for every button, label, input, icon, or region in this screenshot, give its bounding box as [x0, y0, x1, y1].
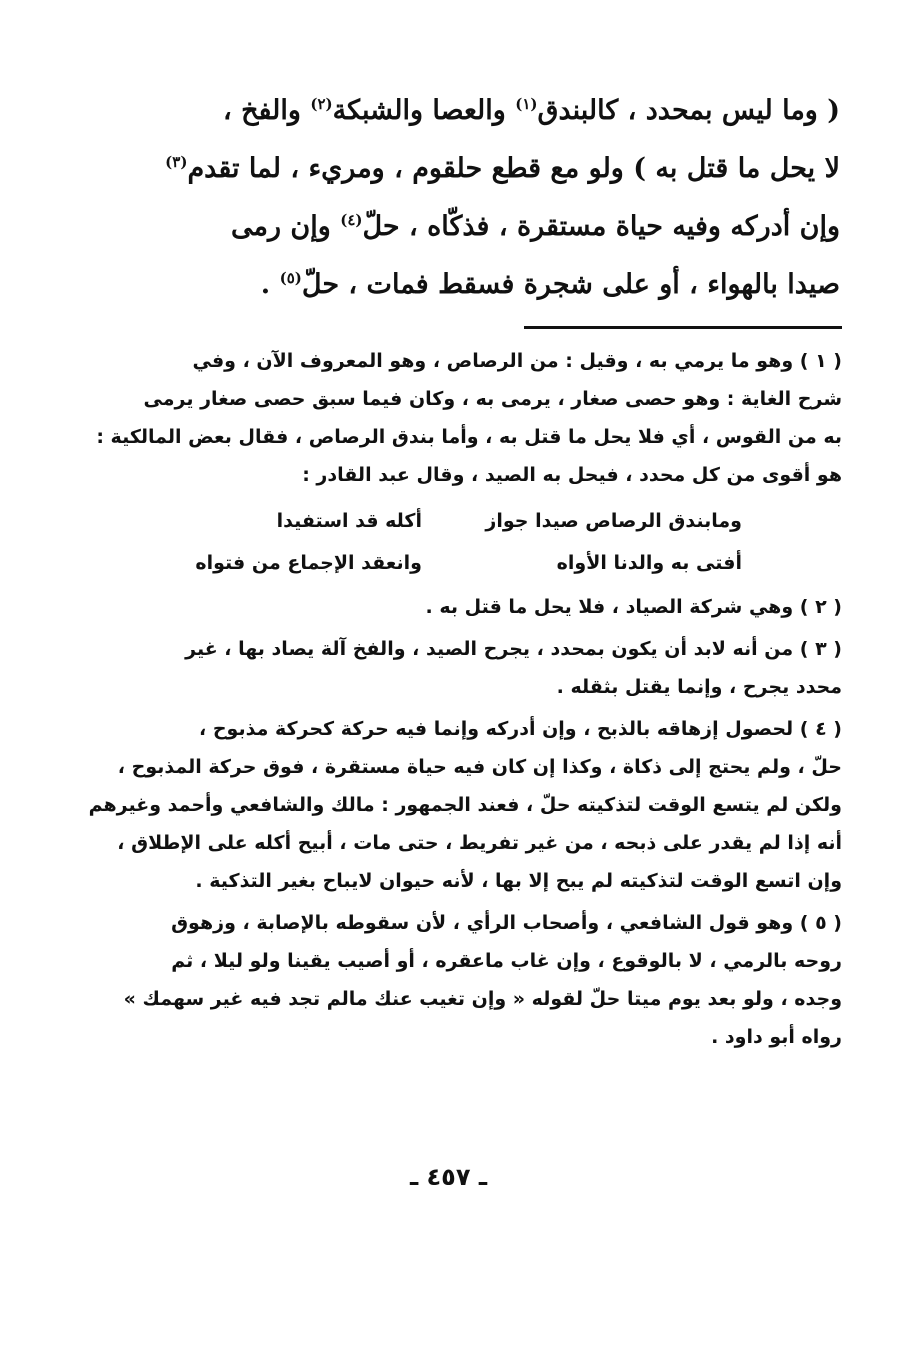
footnote-4-line-5: وإن اتسع الوقت لتذكيته لم يبح إلا بها ، لأنه حيوان لايباح بغير التذكية .: [195, 870, 842, 892]
main-line-3: [100, 198, 840, 256]
footnote-5-line-2: روحه بالرمي ، لا بالوقوع ، وإن غاب ماعقره ، أو أصيب يقينا ولو ليلا ، ثم: [171, 950, 842, 972]
footnote-5-line-3: وجده ، ولو بعد يوم ميتا حلّ لقوله « وإن تغيب عنك مالم تجد فيه غير سهمك »: [123, 988, 842, 1010]
main-line-4-text-b: .: [260, 269, 280, 300]
poem-verse-2-first-half: أفتى به والدنا الأواه: [556, 552, 742, 574]
main-line-1-text-a: ( وما ليس بمحدد ، كالبندق: [537, 95, 840, 126]
footnote-ref-1[interactable]: (١): [515, 95, 538, 113]
footnote-1-line-2: شرح الغاية : وهو حصى صغار ، يرمى به ، وكان فيما سبق حصى صغار يرمى: [143, 388, 842, 410]
footnote-1: [96, 342, 842, 584]
main-line-4: [100, 256, 840, 314]
footnote-4: [88, 710, 842, 900]
main-text: [100, 82, 840, 314]
poem-verse-2-second-half: وانعقد الإجماع من فتواه: [195, 552, 422, 574]
footnote-ref-3[interactable]: (٣): [165, 153, 188, 171]
footnote-ref-5[interactable]: (٥): [279, 269, 302, 287]
footnote-1-line-3: به من القوس ، أي فلا يحل ما قتل به ، وأما بندق الرصاص ، فقال بعض المالكية :: [96, 426, 842, 448]
footnote-5-line-1: ( ٥ ) وهو قول الشافعي ، وأصحاب الرأي ، لأن سقوطه بالإصابة ، وزهوق: [171, 912, 842, 934]
main-line-3-text-b: وإن رمى: [231, 211, 341, 242]
footnote-3-line-2: محدد يجرح ، وإنما يقتل بثقله .: [556, 676, 842, 698]
footnote-separator: [524, 326, 842, 329]
main-line-1-text-c: والفخ ،: [222, 95, 311, 126]
page-number: ـ ٤٥٧ ـ: [409, 1163, 488, 1191]
main-line-2: [100, 140, 840, 198]
poem-verse-1-second-half: أكله قد استفيدا: [276, 510, 422, 532]
main-line-2-text-a: لا يحل ما قتل به ) ولو مع قطع حلقوم ، ومريء ، لما تقدم: [187, 153, 840, 184]
footnote-1-line-4: هو أقوى من كل محدد ، فيحل به الصيد ، وقال عبد القادر :: [302, 464, 842, 486]
footnote-2: [100, 588, 842, 626]
footnote-4-line-2: حلّ ، ولم يحتج إلى ذكاة ، وكذا إن كان فيه حياة مستقرة ، فوق حركة المذبوح ،: [117, 756, 842, 778]
main-line-1: [100, 82, 840, 140]
footnote-ref-2[interactable]: (٢): [310, 95, 333, 113]
footnote-5: [100, 904, 842, 1056]
footnote-3-line-1: ( ٣ ) من أنه لابد أن يكون بمحدد ، يجرح الصيد ، والفخ آلة يصاد بها ، غير: [185, 638, 842, 660]
footnote-4-line-3: ولكن لم يتسع الوقت لتذكيته حلّ ، فعند الجمهور : مالك والشافعي وأحمد وغيرهم: [88, 794, 842, 816]
footnote-2-line-1: ( ٢ ) وهي شركة الصياد ، فلا يحل ما قتل به .: [425, 596, 842, 618]
main-line-3-text-a: وإن أدركه وفيه حياة مستقرة ، فذكّاه ، حلّ: [362, 211, 840, 242]
footnotes: [88, 342, 842, 1060]
poem-verses: [142, 500, 742, 584]
footnote-5-line-4: رواه أبو داود .: [711, 1026, 842, 1048]
footnote-3: [100, 630, 842, 706]
footnote-4-line-4: أنه إذا لم يقدر على ذبحه ، من غير تفريط ، حتى مات ، أبيح أكله على الإطلاق ،: [117, 832, 842, 854]
poem-verse-1-first-half: ومابندق الرصاص صيدا جواز: [485, 510, 742, 532]
footnote-ref-4[interactable]: (٤): [340, 211, 363, 229]
footnote-1-line-1: ( ١ ) وهو ما يرمي به ، وقيل : من الرصاص ، وهو المعروف الآن ، وفي: [192, 350, 842, 372]
main-line-1-text-b: والعصا والشبكة: [332, 95, 516, 126]
main-line-4-text-a: صيدا بالهواء ، أو على شجرة فسقط فمات ، حلّ: [301, 269, 840, 300]
footnote-4-line-1: ( ٤ ) لحصول إزهاقه بالذبح ، وإن أدركه وإنما فيه حركة كحركة مذبوح ،: [199, 718, 842, 740]
